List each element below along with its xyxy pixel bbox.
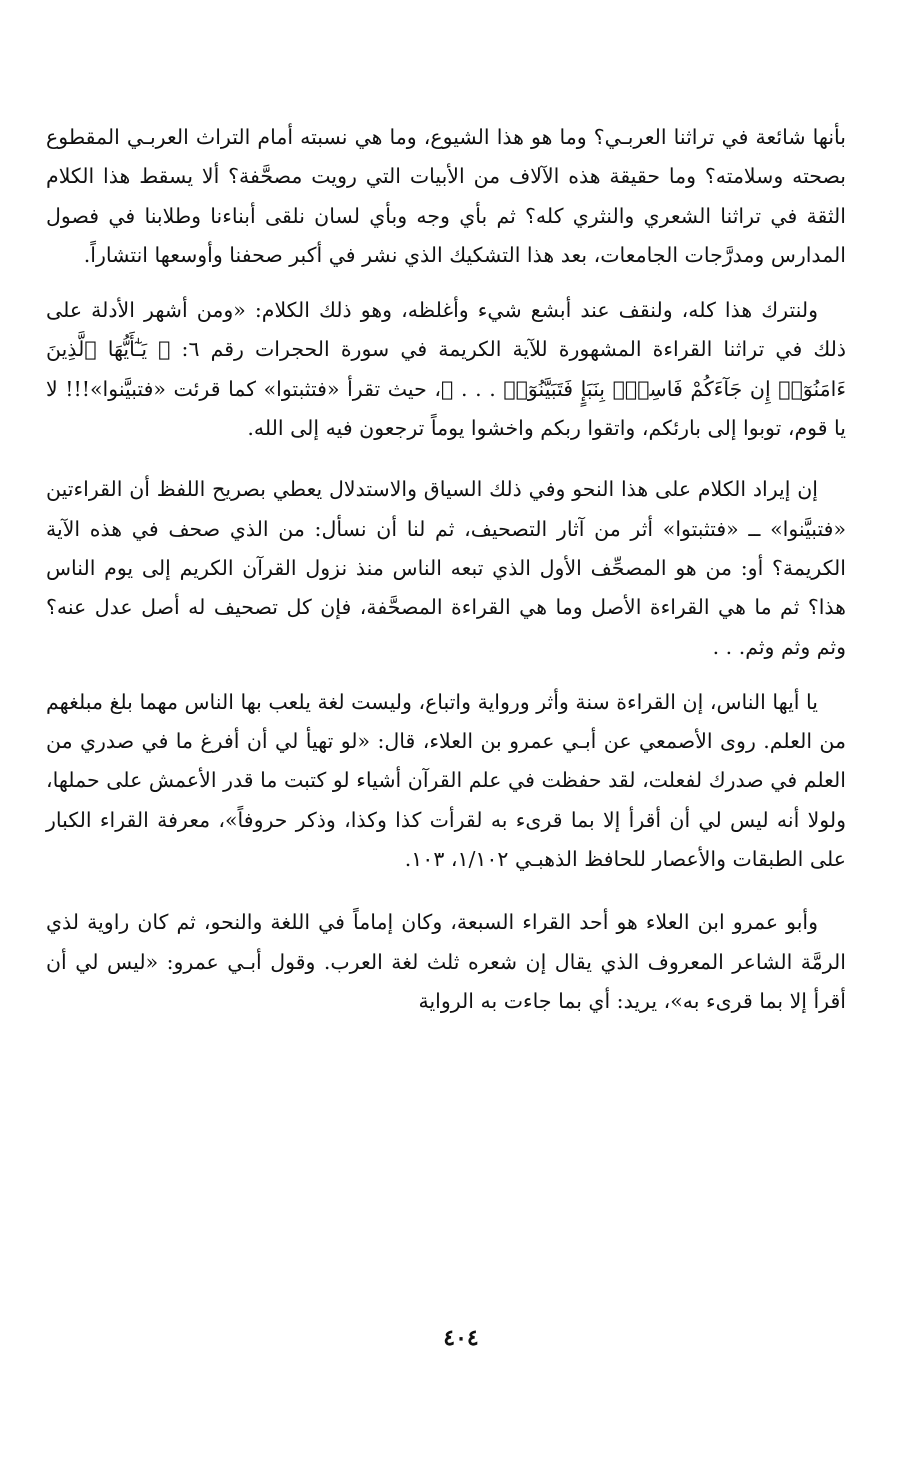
paragraph-5: وأبو عمرو ابن العلاء هو أحد القراء السبعة، وكان إماماً في اللغة والنحو، ثم كان راوية لذي الرمَّة الشاعر المعروف الذي يقال إن شعره ثلث لغة العرب. وقول أبـي عمرو: «ليس لي أن أقرأ إلا بما قرىء به»، يريد: أي بما جاءت به الرواية [46,910,846,1013]
paragraph-1: بأنها شائعة في تراثنا العربـي؟ وما هو هذا الشيوع، وما هي نسبته أمام التراث العربـي المقطوع بصحته وسلامته؟ وما حقيقة هذه الآلاف من الأبيات التي رويت مصحَّفة؟ ألا يسقط هذا الكلام الثقة في تراثنا الشعري والنثري كله؟ ثم بأي وجه وبأي لسان نلقى أبناءنا وطلابنا في فصول المدارس ومدرَّجات الجامعات، بعد هذا التشكيك الذي نشر في أكبر صحفنا وأوسعها انتشاراً. [46,125,846,267]
body-text [46,118,846,1021]
paragraph-2: ولنترك هذا كله، ولنقف عند أبشع شيء وأغلظه، وهو ذلك الكلام: «ومن أشهر الأدلة على ذلك في تراثنا القراءة المشهورة للآية الكريمة في سورة الحجرات رقم ٦: ﴿ يَـٰٓأَيُّهَا ٱلَّذِينَ ءَامَنُوٓا۟ إِن جَآءَكُمْ فَاسِقٌۢ بِنَبَإٍ فَتَبَيَّنُوٓا۟ . . . ﴾، حيث تقرأ «فتثبتوا» كما قرئت «فتبيَّنوا»!!! لا يا قوم، توبوا إلى بارئكم، واتقوا ربكم واخشوا يوماً ترجعون فيه إلى الله. [46,298,846,441]
paragraph-4: يا أيها الناس، إن القراءة سنة وأثر ورواية واتباع، وليست لغة يلعب بها الناس مهما بلغ مبلغهم من العلم. روى الأصمعي عن أبـي عمرو بن العلاء، قال: «لو تهيأ لي أن أفرغ ما في صدري من العلم في صدرك لفعلت، لقد حفظت في علم القرآن أشياء لو كتبت ما قدر الأعمش على حملها، ولولا أنه ليس لي أن أقرأ إلا بما قرىء به لقرأت كذا وكذا، وذكر حروفاً»، معرفة القراء الكبار على الطبقات والأعصار للحافظ الذهبـي ١/١٠٢، ١٠٣. [46,689,847,872]
page-number: ٤٠٤ [443,1325,479,1351]
paragraph-3: إن إيراد الكلام على هذا النحو وفي ذلك السياق والاستدلال يعطي بصريح اللفظ أن القراءتين «فتبيَّنوا» ــ «فتثبتوا» أثر من آثار التصحيف، ثم لنا أن نسأل: من الذي صحف في هذه الآية الكريمة؟ أو: من هو المصحِّف الأول الذي تبعه الناس منذ نزول القرآن الكريم إلى يوم الناس هذا؟ ثم ما هي القراءة الأصل وما هي القراءة المصحَّفة، فإن كل تصحيف له أصل عدل عنه؟ وثم وثم وثم. . . [46,477,846,659]
